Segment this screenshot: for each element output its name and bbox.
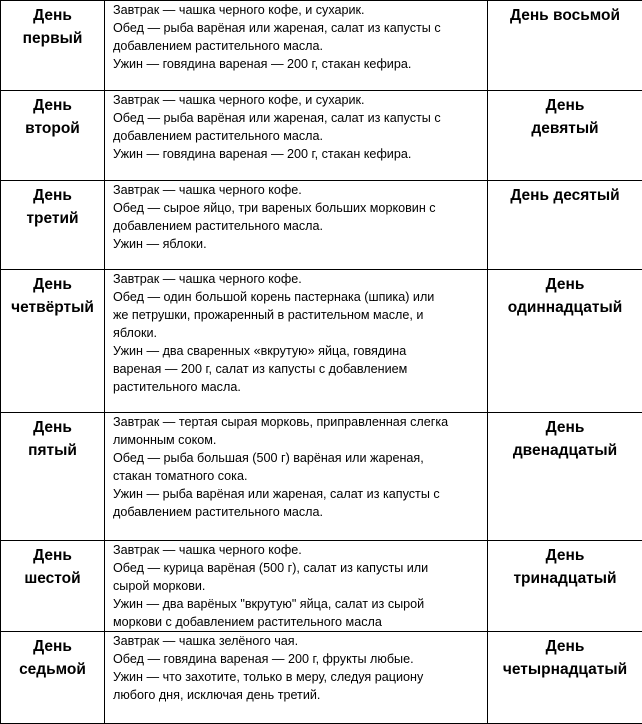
day-label-word: День xyxy=(1,273,104,296)
menu-line: Завтрак — чашка черного кофе, и сухарик. xyxy=(113,91,483,109)
menu-line: Обед — сырое яйцо, три вареных больших морковин с xyxy=(113,199,483,217)
menu-line: Завтрак — тертая сырая морковь, приправленная слегка xyxy=(113,413,483,431)
day-label-word: День xyxy=(488,94,642,117)
day-label-word: шестой xyxy=(1,567,104,590)
day-label-word: День xyxy=(1,94,104,117)
menu-cell xyxy=(105,632,488,724)
day-label-word: День xyxy=(1,416,104,439)
menu-line: сырой моркови. xyxy=(113,577,483,595)
day-label-word: пятый xyxy=(1,439,104,462)
day-label-word: четырнадцатый xyxy=(488,658,642,681)
menu-line: Ужин — говядина вареная — 200 г, стакан кефира. xyxy=(113,145,483,163)
day-label-right xyxy=(488,270,642,413)
menu-line: добавлением растительного масла. xyxy=(113,37,483,55)
day-label-right xyxy=(488,541,642,632)
table-row xyxy=(1,632,642,724)
menu-line: добавлением растительного масла. xyxy=(113,503,483,521)
menu-line: Обед — рыба варёная или жареная, салат из капусты с xyxy=(113,19,483,37)
menu-line: Завтрак — чашка черного кофе. xyxy=(113,541,483,559)
day-label-left xyxy=(1,1,105,91)
table-row xyxy=(1,1,642,91)
day-label-word: четвёртый xyxy=(1,296,104,319)
menu-line: Ужин — два сваренных «вкрутую» яйца, говядина xyxy=(113,342,483,360)
day-label-word: День xyxy=(488,416,642,439)
day-label-left xyxy=(1,181,105,270)
menu-cell xyxy=(105,541,488,632)
menu-line: Завтрак — чашка черного кофе, и сухарик. xyxy=(113,1,483,19)
day-label-left xyxy=(1,632,105,724)
menu-line: Ужин — что захотите, только в меру, следуя рациону xyxy=(113,668,483,686)
menu-line: Обед — один большой корень пастернака (шпика) или xyxy=(113,288,483,306)
menu-line: вареная — 200 г, салат из капусты с добавлением xyxy=(113,360,483,378)
table-row xyxy=(1,270,642,413)
day-label-word: второй xyxy=(1,117,104,140)
day-label-left xyxy=(1,413,105,541)
day-label-word: День десятый xyxy=(488,184,642,207)
menu-line: же петрушки, прожаренный в растительном масле, и xyxy=(113,306,483,324)
day-label-word: девятый xyxy=(488,117,642,140)
menu-line: Ужин — яблоки. xyxy=(113,235,483,253)
day-label-word: День xyxy=(488,544,642,567)
menu-line: Ужин — говядина вареная — 200 г, стакан кефира. xyxy=(113,55,483,73)
menu-cell xyxy=(105,1,488,91)
day-label-word: двенадцатый xyxy=(488,439,642,462)
day-label-word: День xyxy=(1,635,104,658)
day-label-left xyxy=(1,270,105,413)
menu-cell xyxy=(105,270,488,413)
day-label-right xyxy=(488,632,642,724)
day-label-left xyxy=(1,91,105,181)
menu-line: моркови с добавлением растительного масла xyxy=(113,613,483,631)
day-label-word: одиннадцатый xyxy=(488,296,642,319)
menu-cell xyxy=(105,413,488,541)
menu-line: яблоки. xyxy=(113,324,483,342)
menu-line: Завтрак — чашка черного кофе. xyxy=(113,270,483,288)
table-row xyxy=(1,541,642,632)
menu-cell xyxy=(105,181,488,270)
day-label-right xyxy=(488,413,642,541)
table-row xyxy=(1,413,642,541)
menu-line: добавлением растительного масла. xyxy=(113,127,483,145)
menu-line: Ужин — рыба варёная или жареная, салат из капусты с xyxy=(113,485,483,503)
day-label-word: первый xyxy=(1,27,104,50)
day-label-word: День xyxy=(488,273,642,296)
day-label-word: День восьмой xyxy=(488,4,642,27)
table-row xyxy=(1,181,642,270)
menu-line: Обед — рыба варёная или жареная, салат из капусты с xyxy=(113,109,483,127)
day-label-word: День xyxy=(1,4,104,27)
menu-line: Завтрак — чашка черного кофе. xyxy=(113,181,483,199)
day-label-word: седьмой xyxy=(1,658,104,681)
menu-line: растительного масла. xyxy=(113,378,483,396)
menu-line: Обед — курица варёная (500 г), салат из капусты или xyxy=(113,559,483,577)
menu-line: любого дня, исключая день третий. xyxy=(113,686,483,704)
menu-line: Ужин — два варёных "вкрутую" яйца, салат из сырой xyxy=(113,595,483,613)
day-label-right xyxy=(488,1,642,91)
day-label-word: третий xyxy=(1,207,104,230)
day-label-word: День xyxy=(488,635,642,658)
menu-line: Обед — говядина вареная — 200 г, фрукты любые. xyxy=(113,650,483,668)
day-label-word: День xyxy=(1,184,104,207)
day-label-word: тринадцатый xyxy=(488,567,642,590)
menu-line: добавлением растительного масла. xyxy=(113,217,483,235)
table-row xyxy=(1,91,642,181)
menu-line: Завтрак — чашка зелёного чая. xyxy=(113,632,483,650)
menu-cell xyxy=(105,91,488,181)
day-label-right xyxy=(488,181,642,270)
menu-line: Обед — рыба большая (500 г) варёная или жареная, xyxy=(113,449,483,467)
menu-line: лимонным соком. xyxy=(113,431,483,449)
day-label-left xyxy=(1,541,105,632)
day-label-right xyxy=(488,91,642,181)
menu-line: стакан томатного сока. xyxy=(113,467,483,485)
day-label-word: День xyxy=(1,544,104,567)
